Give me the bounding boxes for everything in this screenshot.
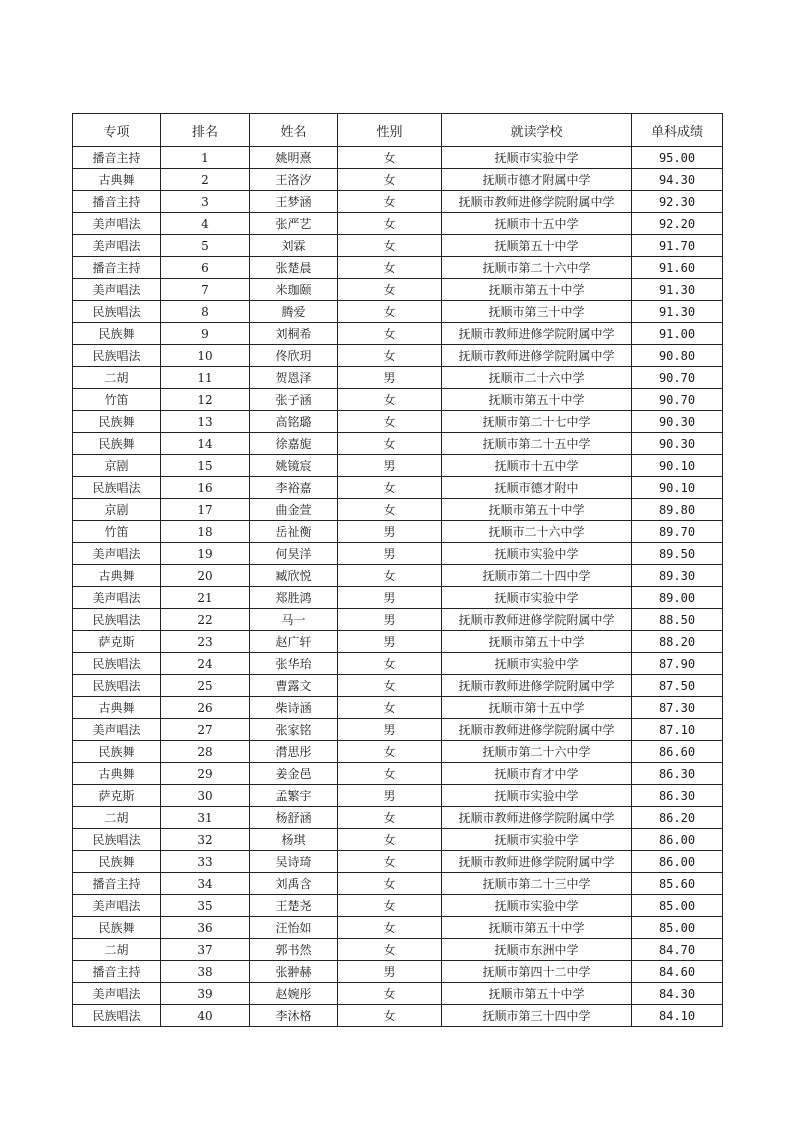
cell-name: 刘禹含 [250,873,338,895]
table-row [73,587,723,609]
cell-specialty: 古典舞 [73,697,161,719]
header-school: 就读学校 [442,114,632,147]
cell-score: 87.50 [632,675,723,697]
cell-score: 90.30 [632,433,723,455]
cell-gender: 女 [338,565,442,587]
table-row [73,345,723,367]
cell-specialty: 民族唱法 [73,345,161,367]
cell-rank: 1 [161,147,250,169]
cell-specialty: 民族唱法 [73,829,161,851]
cell-score: 87.30 [632,697,723,719]
cell-score: 91.30 [632,279,723,301]
cell-score: 86.00 [632,851,723,873]
cell-rank: 15 [161,455,250,477]
cell-rank: 8 [161,301,250,323]
header-name: 姓名 [250,114,338,147]
cell-school: 抚顺市第二十六中学 [442,741,632,763]
cell-gender: 男 [338,785,442,807]
cell-school: 抚顺市德才附属中学 [442,169,632,191]
cell-specialty: 京剧 [73,455,161,477]
cell-school: 抚顺市第五十中学 [442,499,632,521]
cell-gender: 女 [338,1005,442,1027]
cell-school: 抚顺市第五十中学 [442,631,632,653]
cell-name: 潸思彤 [250,741,338,763]
cell-gender: 女 [338,983,442,1005]
table-row [73,697,723,719]
table-row [73,895,723,917]
cell-rank: 13 [161,411,250,433]
cell-name: 佟欣玥 [250,345,338,367]
cell-school: 抚顺市第二十五中学 [442,433,632,455]
cell-gender: 女 [338,653,442,675]
cell-name: 何昊洋 [250,543,338,565]
cell-rank: 21 [161,587,250,609]
cell-name: 孟繁宇 [250,785,338,807]
cell-score: 92.20 [632,213,723,235]
cell-specialty: 竹笛 [73,521,161,543]
cell-school: 抚顺市二十六中学 [442,367,632,389]
cell-gender: 女 [338,675,442,697]
cell-rank: 24 [161,653,250,675]
cell-score: 87.10 [632,719,723,741]
cell-gender: 女 [338,433,442,455]
table-row [73,477,723,499]
cell-name: 高铭璐 [250,411,338,433]
cell-gender: 女 [338,851,442,873]
cell-rank: 6 [161,257,250,279]
table-row [73,367,723,389]
cell-school: 抚顺市第四十二中学 [442,961,632,983]
cell-name: 王梦涵 [250,191,338,213]
cell-score: 91.70 [632,235,723,257]
table-row [73,389,723,411]
cell-score: 92.30 [632,191,723,213]
cell-school: 抚顺市第三十四中学 [442,1005,632,1027]
table-row [73,455,723,477]
cell-rank: 2 [161,169,250,191]
cell-school: 抚顺市实验中学 [442,895,632,917]
cell-school: 抚顺市德才附中 [442,477,632,499]
cell-name: 张家铭 [250,719,338,741]
cell-score: 89.80 [632,499,723,521]
cell-school: 抚顺市第五十中学 [442,983,632,1005]
cell-name: 李裕嘉 [250,477,338,499]
cell-school: 抚顺市十五中学 [442,213,632,235]
cell-score: 85.00 [632,895,723,917]
cell-rank: 36 [161,917,250,939]
table-row [73,521,723,543]
cell-gender: 男 [338,631,442,653]
cell-rank: 29 [161,763,250,785]
cell-specialty: 民族唱法 [73,477,161,499]
cell-rank: 35 [161,895,250,917]
header-score: 单科成绩 [632,114,723,147]
cell-specialty: 美声唱法 [73,983,161,1005]
cell-name: 米珈颐 [250,279,338,301]
cell-rank: 20 [161,565,250,587]
cell-specialty: 美声唱法 [73,213,161,235]
cell-score: 85.00 [632,917,723,939]
table-row [73,983,723,1005]
cell-name: 王洛汐 [250,169,338,191]
table-row [73,917,723,939]
cell-specialty: 美声唱法 [73,895,161,917]
cell-specialty: 古典舞 [73,565,161,587]
cell-gender: 女 [338,323,442,345]
cell-name: 张子涵 [250,389,338,411]
cell-specialty: 古典舞 [73,169,161,191]
cell-rank: 10 [161,345,250,367]
cell-specialty: 播音主持 [73,873,161,895]
cell-gender: 女 [338,477,442,499]
cell-specialty: 播音主持 [73,961,161,983]
header-rank: 排名 [161,114,250,147]
cell-gender: 女 [338,895,442,917]
cell-school: 抚顺市教师进修学院附属中学 [442,609,632,631]
cell-rank: 3 [161,191,250,213]
cell-name: 张楚晨 [250,257,338,279]
cell-rank: 39 [161,983,250,1005]
cell-rank: 22 [161,609,250,631]
cell-specialty: 萨克斯 [73,785,161,807]
cell-school: 抚顺市育才中学 [442,763,632,785]
table-row [73,851,723,873]
cell-score: 90.70 [632,367,723,389]
table-row [73,499,723,521]
table-row [73,939,723,961]
cell-name: 王楚尧 [250,895,338,917]
cell-gender: 女 [338,741,442,763]
cell-name: 郭书然 [250,939,338,961]
cell-gender: 男 [338,543,442,565]
cell-specialty: 播音主持 [73,257,161,279]
cell-name: 徐嘉旎 [250,433,338,455]
cell-score: 95.00 [632,147,723,169]
table-row [73,169,723,191]
cell-name: 曲金萱 [250,499,338,521]
cell-school: 抚顺第五十中学 [442,235,632,257]
table-row [73,719,723,741]
cell-school: 抚顺市十五中学 [442,455,632,477]
cell-rank: 23 [161,631,250,653]
cell-name: 柴诗涵 [250,697,338,719]
cell-name: 刘桐希 [250,323,338,345]
cell-school: 抚顺市实验中学 [442,785,632,807]
cell-specialty: 民族舞 [73,917,161,939]
cell-name: 贺恩泽 [250,367,338,389]
cell-specialty: 民族唱法 [73,301,161,323]
cell-rank: 40 [161,1005,250,1027]
cell-school: 抚顺市实验中学 [442,147,632,169]
cell-specialty: 民族舞 [73,323,161,345]
cell-name: 臧欣悦 [250,565,338,587]
cell-specialty: 民族舞 [73,433,161,455]
cell-specialty: 民族舞 [73,741,161,763]
cell-gender: 男 [338,719,442,741]
cell-gender: 女 [338,499,442,521]
table-row [73,257,723,279]
table-row [73,411,723,433]
cell-score: 86.00 [632,829,723,851]
cell-gender: 男 [338,961,442,983]
table-row [73,543,723,565]
cell-gender: 女 [338,763,442,785]
cell-gender: 男 [338,367,442,389]
cell-specialty: 美声唱法 [73,587,161,609]
cell-gender: 女 [338,301,442,323]
cell-name: 张华珆 [250,653,338,675]
cell-rank: 17 [161,499,250,521]
cell-specialty: 美声唱法 [73,235,161,257]
cell-school: 抚顺市第十五中学 [442,697,632,719]
cell-gender: 女 [338,389,442,411]
cell-gender: 男 [338,521,442,543]
table-row [73,213,723,235]
cell-score: 84.30 [632,983,723,1005]
cell-name: 姜金邑 [250,763,338,785]
cell-score: 86.20 [632,807,723,829]
cell-score: 89.50 [632,543,723,565]
cell-gender: 女 [338,873,442,895]
cell-rank: 34 [161,873,250,895]
table-row [73,741,723,763]
cell-gender: 女 [338,411,442,433]
table-row [73,829,723,851]
cell-rank: 27 [161,719,250,741]
cell-school: 抚顺市实验中学 [442,587,632,609]
cell-name: 杨琪 [250,829,338,851]
cell-rank: 32 [161,829,250,851]
cell-name: 杨舒涵 [250,807,338,829]
cell-score: 88.20 [632,631,723,653]
cell-school: 抚顺市教师进修学院附属中学 [442,191,632,213]
cell-name: 郑胜鸿 [250,587,338,609]
cell-name: 张严艺 [250,213,338,235]
cell-specialty: 民族舞 [73,411,161,433]
cell-rank: 16 [161,477,250,499]
cell-score: 91.60 [632,257,723,279]
cell-name: 腾爱 [250,301,338,323]
cell-gender: 女 [338,191,442,213]
cell-school: 抚顺市教师进修学院附属中学 [442,345,632,367]
cell-score: 84.70 [632,939,723,961]
cell-specialty: 民族唱法 [73,609,161,631]
cell-name: 汪怡如 [250,917,338,939]
cell-school: 抚顺市第三十中学 [442,301,632,323]
table-row [73,191,723,213]
cell-school: 抚顺市第五十中学 [442,917,632,939]
cell-name: 李沐格 [250,1005,338,1027]
table-body [73,147,723,1027]
cell-name: 张翀赫 [250,961,338,983]
table-row [73,565,723,587]
cell-rank: 26 [161,697,250,719]
cell-rank: 28 [161,741,250,763]
table-row [73,1005,723,1027]
cell-school: 抚顺市第二十三中学 [442,873,632,895]
cell-school: 抚顺市二十六中学 [442,521,632,543]
cell-score: 90.70 [632,389,723,411]
cell-score: 91.30 [632,301,723,323]
table-row [73,961,723,983]
cell-name: 曹露文 [250,675,338,697]
cell-gender: 女 [338,829,442,851]
cell-gender: 女 [338,279,442,301]
table-row [73,279,723,301]
header-gender: 性别 [338,114,442,147]
cell-name: 姚镜宸 [250,455,338,477]
cell-gender: 女 [338,169,442,191]
cell-name: 吴诗琦 [250,851,338,873]
table-row [73,609,723,631]
cell-specialty: 播音主持 [73,191,161,213]
cell-specialty: 民族唱法 [73,675,161,697]
cell-rank: 37 [161,939,250,961]
cell-gender: 男 [338,587,442,609]
cell-score: 90.10 [632,455,723,477]
cell-name: 赵广轩 [250,631,338,653]
cell-specialty: 民族舞 [73,851,161,873]
cell-score: 86.60 [632,741,723,763]
table-row [73,675,723,697]
cell-rank: 38 [161,961,250,983]
cell-gender: 女 [338,345,442,367]
cell-gender: 男 [338,609,442,631]
cell-gender: 女 [338,257,442,279]
table-row [73,785,723,807]
cell-score: 86.30 [632,785,723,807]
table-row [73,147,723,169]
cell-school: 抚顺市第二十六中学 [442,257,632,279]
cell-rank: 7 [161,279,250,301]
cell-rank: 12 [161,389,250,411]
table-row [73,433,723,455]
cell-score: 89.00 [632,587,723,609]
cell-rank: 25 [161,675,250,697]
cell-school: 抚顺市教师进修学院附属中学 [442,851,632,873]
cell-gender: 女 [338,807,442,829]
cell-score: 86.30 [632,763,723,785]
cell-school: 抚顺市实验中学 [442,829,632,851]
cell-school: 抚顺市东洲中学 [442,939,632,961]
cell-school: 抚顺市第五十中学 [442,389,632,411]
cell-score: 89.70 [632,521,723,543]
cell-score: 85.60 [632,873,723,895]
cell-school: 抚顺市教师进修学院附属中学 [442,323,632,345]
cell-rank: 19 [161,543,250,565]
cell-specialty: 美声唱法 [73,719,161,741]
cell-specialty: 民族唱法 [73,653,161,675]
cell-score: 89.30 [632,565,723,587]
cell-gender: 男 [338,455,442,477]
cell-name: 马一 [250,609,338,631]
cell-specialty: 美声唱法 [73,543,161,565]
cell-rank: 18 [161,521,250,543]
cell-gender: 女 [338,697,442,719]
cell-rank: 9 [161,323,250,345]
cell-specialty: 二胡 [73,807,161,829]
table-row [73,301,723,323]
cell-gender: 女 [338,213,442,235]
table-row [73,807,723,829]
cell-gender: 女 [338,147,442,169]
header-specialty: 专项 [73,114,161,147]
cell-specialty: 民族唱法 [73,1005,161,1027]
cell-name: 赵婉彤 [250,983,338,1005]
cell-name: 刘霖 [250,235,338,257]
cell-gender: 女 [338,917,442,939]
results-table [72,113,723,1027]
cell-score: 90.10 [632,477,723,499]
cell-score: 84.60 [632,961,723,983]
cell-score: 91.00 [632,323,723,345]
cell-rank: 5 [161,235,250,257]
cell-school: 抚顺市第二十七中学 [442,411,632,433]
cell-gender: 女 [338,939,442,961]
table-row [73,631,723,653]
cell-rank: 4 [161,213,250,235]
table-row [73,763,723,785]
cell-name: 姚明熹 [250,147,338,169]
cell-name: 岳祉衡 [250,521,338,543]
cell-rank: 11 [161,367,250,389]
table-row [73,653,723,675]
cell-score: 90.30 [632,411,723,433]
cell-school: 抚顺市教师进修学院附属中学 [442,807,632,829]
cell-specialty: 京剧 [73,499,161,521]
cell-score: 87.90 [632,653,723,675]
table-row [73,323,723,345]
cell-score: 88.50 [632,609,723,631]
cell-rank: 30 [161,785,250,807]
cell-rank: 14 [161,433,250,455]
table-row [73,873,723,895]
cell-specialty: 二胡 [73,939,161,961]
cell-school: 抚顺市教师进修学院附属中学 [442,675,632,697]
cell-school: 抚顺市教师进修学院附属中学 [442,719,632,741]
header-row [73,114,723,147]
cell-specialty: 古典舞 [73,763,161,785]
cell-score: 94.30 [632,169,723,191]
cell-specialty: 竹笛 [73,389,161,411]
cell-school: 抚顺市实验中学 [442,653,632,675]
cell-specialty: 萨克斯 [73,631,161,653]
cell-specialty: 美声唱法 [73,279,161,301]
cell-specialty: 二胡 [73,367,161,389]
cell-score: 90.80 [632,345,723,367]
cell-specialty: 播音主持 [73,147,161,169]
cell-school: 抚顺市第五十中学 [442,279,632,301]
cell-school: 抚顺市第二十四中学 [442,565,632,587]
cell-school: 抚顺市实验中学 [442,543,632,565]
cell-gender: 女 [338,235,442,257]
cell-rank: 31 [161,807,250,829]
cell-rank: 33 [161,851,250,873]
table-row [73,235,723,257]
cell-score: 84.10 [632,1005,723,1027]
